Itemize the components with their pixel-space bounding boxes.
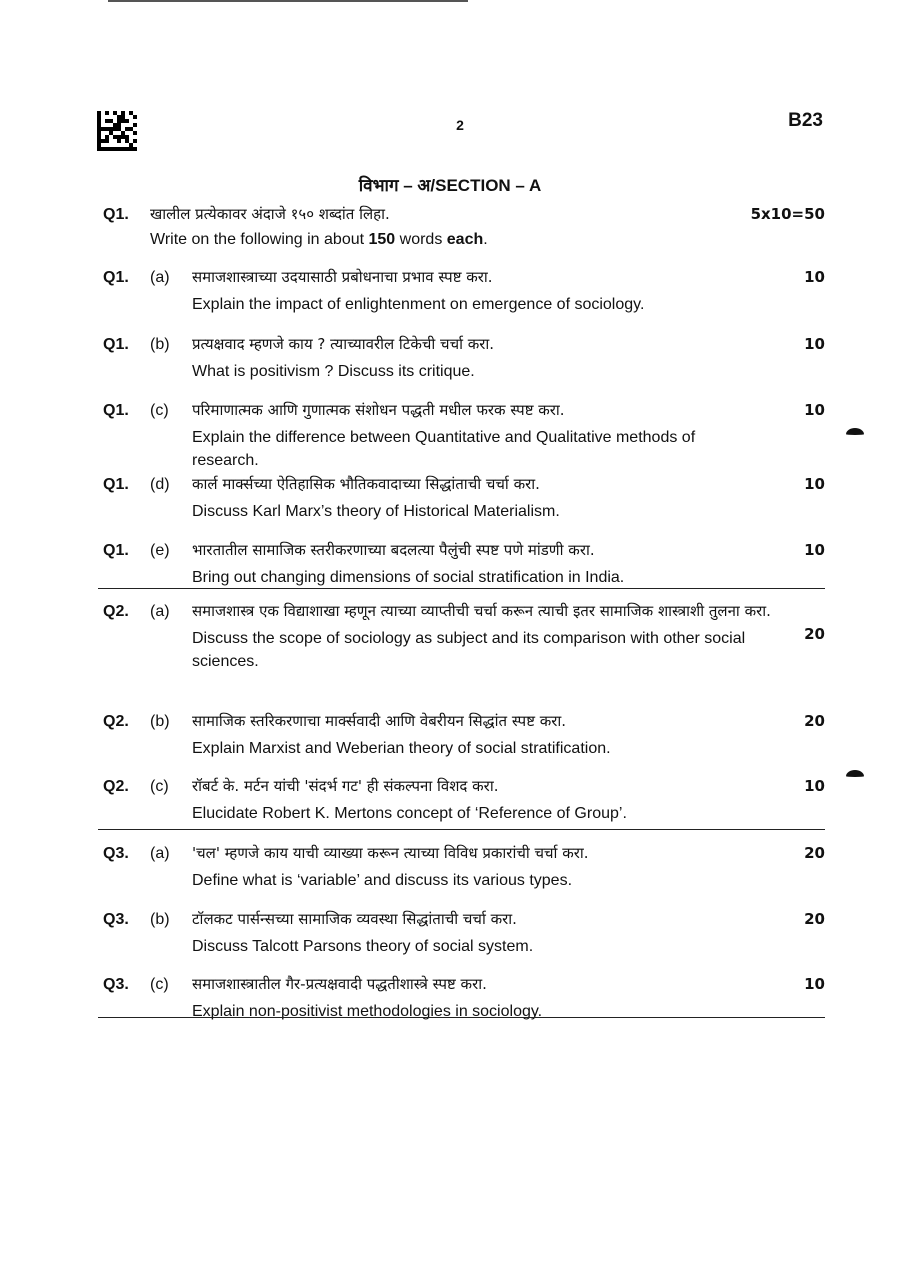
question-number: Q1.	[103, 336, 129, 353]
question-subpart: (b)	[150, 911, 170, 928]
question-q1e	[103, 539, 825, 589]
question-number: Q1.	[103, 476, 129, 493]
question-text-marathi: प्रत्यक्षवाद म्हणजे काय ? त्याच्यावरील टिकेची चर्चा करा. 10	[192, 333, 825, 356]
question-marks: 10	[804, 777, 825, 795]
question-text-english: Explain the impact of enlightenment on emergence of sociology.	[192, 296, 645, 313]
qr-code-icon	[97, 111, 137, 151]
question-text-english: What is positivism ? Discuss its critique.	[192, 363, 475, 380]
question-text-marathi: टॉलकट पार्सन्सच्या सामाजिक व्यवस्था सिद्धांताची चर्चा करा. 20	[192, 908, 825, 931]
question-q2a	[103, 600, 825, 673]
section-divider	[98, 829, 825, 830]
question-subpart: (a)	[150, 603, 170, 620]
section-divider	[98, 588, 825, 589]
question-number: Q3.	[103, 911, 129, 928]
question-subpart: (b)	[150, 713, 170, 730]
question-text-marathi: कार्ल मार्क्सच्या ऐतिहासिक भौतिकवादाच्या सिद्धांताची चर्चा करा. 10	[192, 473, 825, 496]
page-number: 2	[456, 117, 464, 133]
question-text-marathi: 'चल' म्हणजे काय याची व्याख्या करून त्याच्या विविध प्रकारांची चर्चा करा. 20	[192, 842, 825, 865]
question-text-english: Explain the difference between Quantitative and Qualitative methods of research.	[192, 429, 696, 469]
question-text-english: Explain Marxist and Weberian theory of social stratification.	[192, 740, 611, 757]
question-subpart: (a)	[150, 269, 170, 286]
question-q1-intro	[103, 203, 825, 251]
question-subpart: (c)	[150, 778, 169, 795]
question-text-english: Bring out changing dimensions of social stratification in India.	[192, 569, 625, 586]
question-text-marathi: समाजशास्त्राच्या उदयासाठी प्रबोधनाचा प्रभाव स्पष्ट करा. 10	[192, 266, 825, 289]
question-number: Q2.	[103, 778, 129, 795]
question-marks: 10	[804, 335, 825, 353]
question-q1d	[103, 473, 825, 523]
top-edge-rule	[108, 0, 468, 2]
question-number: Q1.	[103, 269, 129, 286]
question-marks: 10	[804, 401, 825, 419]
question-number: Q1.	[103, 206, 129, 223]
question-text-english: Discuss Karl Marx’s theory of Historical Materialism.	[192, 503, 560, 520]
question-marks: 20	[804, 712, 825, 730]
question-marks: 10	[804, 268, 825, 286]
question-marks: 5x10=50	[750, 205, 825, 223]
question-number: Q3.	[103, 845, 129, 862]
question-marks: 20	[804, 910, 825, 928]
question-q3c	[103, 973, 825, 1023]
question-text-english: Discuss Talcott Parsons theory of social system.	[192, 938, 534, 955]
question-subpart: (b)	[150, 336, 170, 353]
question-number: Q2.	[103, 713, 129, 730]
question-q2c	[103, 775, 825, 825]
question-marks: 10	[804, 541, 825, 559]
section-title: विभाग – अ/SECTION – A	[358, 176, 542, 195]
question-q1c	[103, 399, 825, 472]
section-divider	[98, 1017, 825, 1018]
question-text-marathi: सामाजिक स्तरिकरणाचा मार्क्सवादी आणि वेबरीयन सिद्धांत स्पष्ट करा. 20	[192, 710, 825, 733]
question-q1b	[103, 333, 825, 383]
question-q3b	[103, 908, 825, 958]
question-text-marathi: समाजशास्त्रातील गैर-प्रत्यक्षवादी पद्धतीशास्त्रे स्पष्ट करा. 10	[192, 973, 825, 996]
question-q3a	[103, 842, 825, 892]
question-subpart: (d)	[150, 476, 170, 493]
question-number: Q2.	[103, 603, 129, 620]
paper-code: B23	[788, 110, 823, 131]
question-subpart: (c)	[150, 976, 169, 993]
question-q2b	[103, 710, 825, 760]
question-subpart: (a)	[150, 845, 170, 862]
question-text-marathi: परिमाणात्मक आणि गुणात्मक संशोधन पद्धती मधील फरक स्पष्ट करा. 10	[192, 399, 825, 422]
question-text-english: Elucidate Robert K. Mertons concept of ‘Reference of Group’.	[192, 805, 627, 822]
question-text-marathi: समाजशास्त्र एक विद्याशाखा म्हणून त्याच्या व्याप्तीची चर्चा करून त्याची इतर सामाजिक शास्त्राशी तुलना करा. 20	[192, 600, 825, 623]
question-subpart: (e)	[150, 542, 170, 559]
question-text-english: Write on the following in about 150 words each.	[150, 231, 488, 248]
question-number: Q1.	[103, 542, 129, 559]
question-marks: 10	[804, 475, 825, 493]
question-text-english: Explain non-positivist methodologies in sociology.	[192, 1003, 543, 1020]
binding-mark-icon	[846, 428, 864, 435]
question-subpart: (c)	[150, 402, 169, 419]
question-text-marathi: खालील प्रत्येकावर अंदाजे १५० शब्दांत लिहा. 5x10=50	[150, 203, 825, 226]
question-text-english: Discuss the scope of sociology as subject and its comparison with other social sciences.	[192, 630, 746, 670]
question-text-english: Define what is ‘variable’ and discuss its various types.	[192, 872, 573, 889]
question-marks: 20	[804, 844, 825, 862]
binding-mark-icon	[846, 770, 864, 777]
question-q1a	[103, 266, 825, 316]
question-number: Q1.	[103, 402, 129, 419]
question-text-marathi: रॉबर्ट के. मर्टन यांची 'संदर्भ गट' ही संकल्पना विशद करा. 10	[192, 775, 825, 798]
question-marks: 10	[804, 975, 825, 993]
question-text-marathi: भारतातील सामाजिक स्तरीकरणाच्या बदलत्या पैलुंची स्पष्ट पणे मांडणी करा. 10	[192, 539, 825, 562]
question-marks: 20	[804, 625, 825, 643]
question-number: Q3.	[103, 976, 129, 993]
